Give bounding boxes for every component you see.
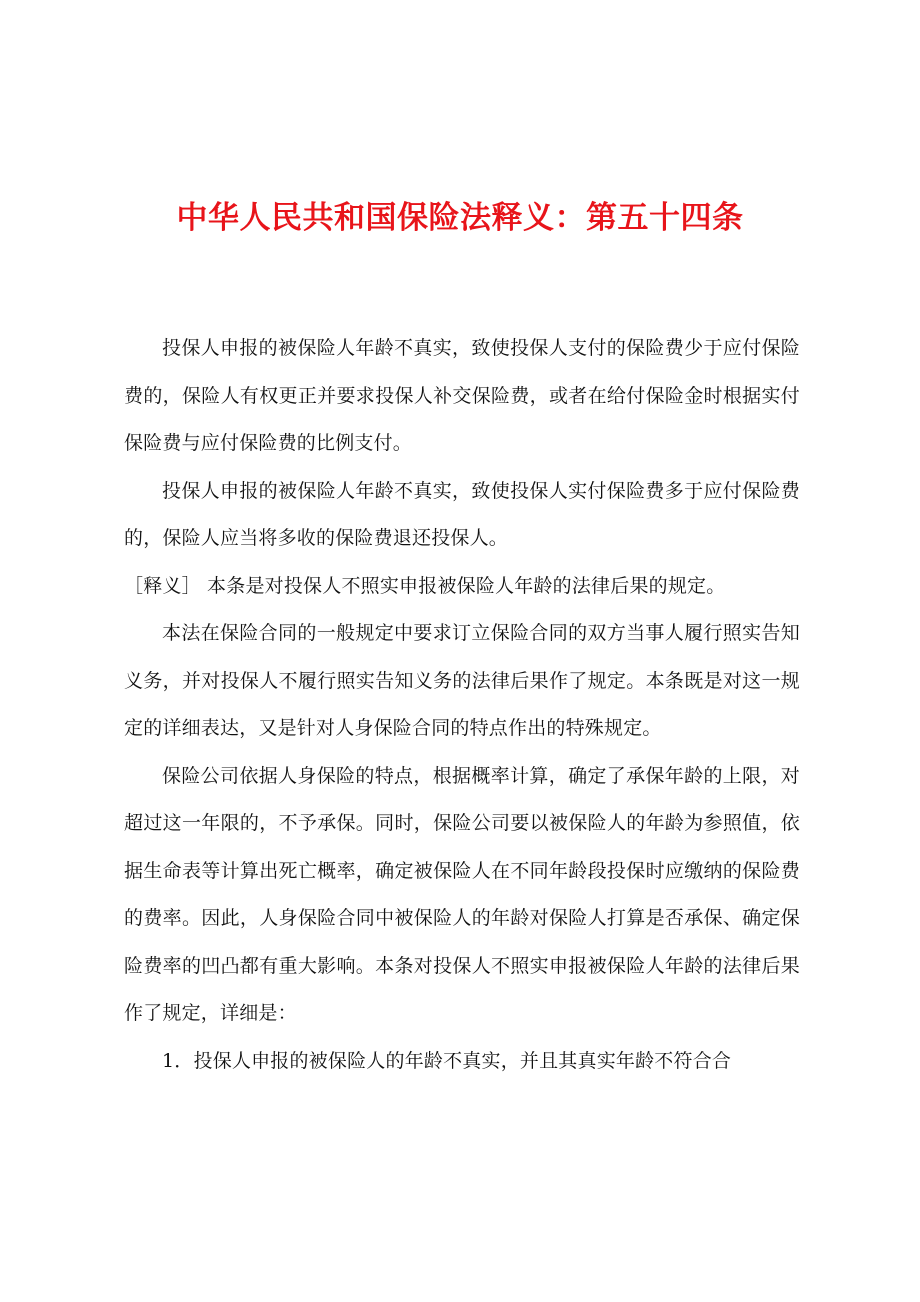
paragraph-interpretation: ［释义］ 本条是对投保人不照实申报被保险人年龄的法律后果的规定。 <box>124 574 726 597</box>
paragraph-list-item: 1．投保人申报的被保险人的年龄不真实，并且其真实年龄不符合合 <box>162 1049 732 1072</box>
paragraph: 本法在保险合同的一般规定中要求订立保险合同的双方当事人履行照实告知义务，并对投保人不履行照实告知义务的法律后果作了规定。本条既是对这一规定的详细表达，又是针对人身保险合同的特点作出的特殊规定。 <box>124 622 800 739</box>
document-title: 中华人民共和国保险法释义：第五十四条 <box>176 200 744 236</box>
paragraph: 保险公司依据人身保险的特点，根据概率计算，确定了承保年龄的上限，对超过这一年限的，不予承保。同时，保险公司要以被保险人的年龄为参照值，依据生命表等计算出死亡概率，确定被保险人在不同年龄段投保时应缴纳的保险费的费率。因此，人身保险合同中被保险人的年龄对保险人打算是否承保、确定保险费率的凹凸都有重大影响。本条对投保人不照实申报被保险人年龄的法律后果作了规定，详细是： <box>124 764 800 1024</box>
paragraph: 投保人申报的被保险人年龄不真实，致使投保人实付保险费多于应付保险费的，保险人应当将多收的保险费退还投保人。 <box>124 479 800 549</box>
document-body <box>124 325 800 1085</box>
paragraph: 投保人申报的被保险人年龄不真实，致使投保人支付的保险费少于应付保险费的，保险人有权更正并要求投保人补交保险费，或者在给付保险金时根据实付保险费与应付保险费的比例支付。 <box>124 337 800 454</box>
